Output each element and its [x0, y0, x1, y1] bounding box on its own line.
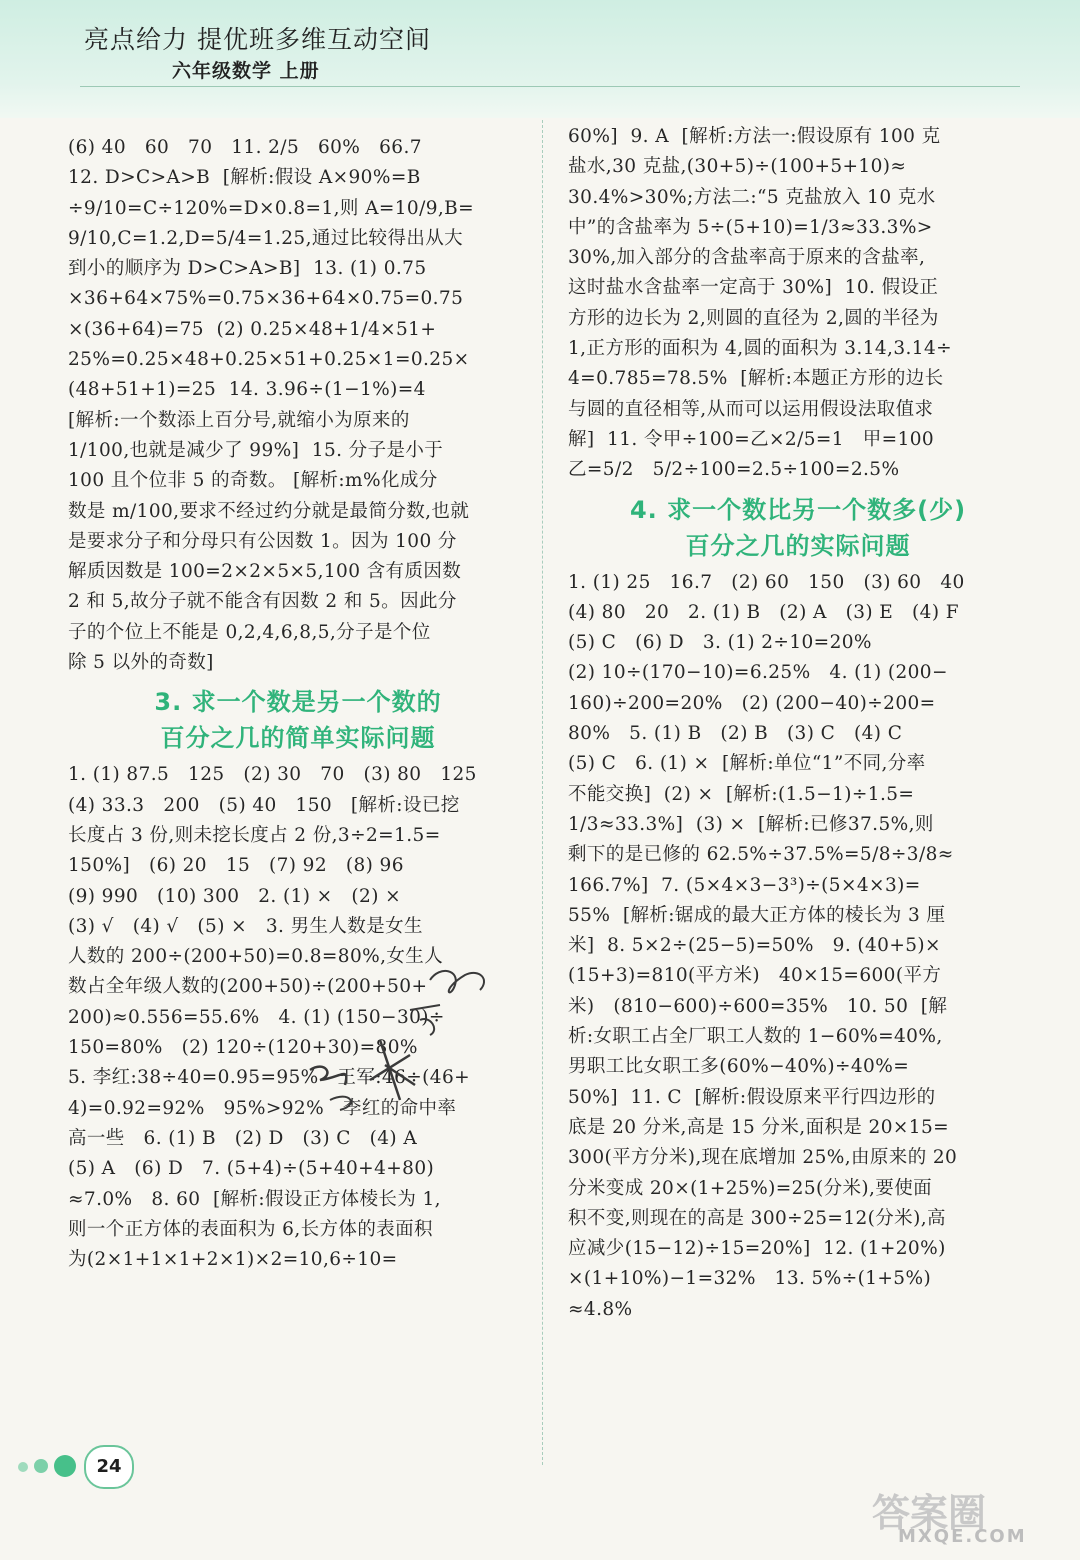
text-line: 25%=0.25×48+0.25×51+0.25×1=0.25×: [68, 349, 470, 371]
text-line: 到小的顺序为 D>C>A>B] 13. (1) 0.75: [68, 258, 427, 280]
text-line: 数是 m/100,要求不经过约分就是最简分数,也就: [68, 500, 470, 522]
text-line: 积不变,则现在的高是 300÷25=12(分米),高: [568, 1207, 946, 1229]
section-4-heading: [568, 492, 1028, 564]
text-line: 1,正方形的面积为 4,圆的面积为 3.14,3.14÷: [568, 338, 953, 360]
text-line: 析:女职工占全厂职工人数的 1−60%=40%,: [568, 1026, 943, 1048]
text-line: 解质因数是 100=2×2×5×5,100 含有质因数: [68, 561, 462, 583]
book-subtitle: 六年级数学 上册: [172, 60, 320, 82]
text-line: (4) 33.3 200 (5) 40 150 [解析:设已挖: [68, 794, 460, 816]
text-line: ×36+64×75%=0.75×36+64×0.75=0.75: [68, 288, 464, 310]
section-4-heading-line-1: 4. 求一个数比另一个数多(少): [629, 495, 967, 524]
text-line: 1. (1) 25 16.7 (2) 60 150 (3) 60 40: [568, 571, 965, 593]
text-line: (9) 990 (10) 300 2. (1) × (2) ×: [68, 885, 401, 907]
answers-block-1: [68, 133, 528, 678]
section-3-heading: [68, 684, 528, 756]
text-line: 100 且个位非 5 的奇数。 [解析:m%化成分: [68, 470, 438, 492]
text-line: (3) √ (4) √ (5) × 3. 男生人数是女生: [68, 915, 423, 937]
text-line: 分米变成 20×(1+25%)=25(分米),要使面: [568, 1177, 933, 1199]
text-line: 除 5 以外的奇数]: [68, 652, 214, 674]
section-3-heading-line-2: 百分之几的简单实际问题: [160, 724, 436, 753]
text-line: 数占全年级人数的(200+50)÷(200+50+: [68, 976, 428, 998]
text-line: 1. (1) 87.5 125 (2) 30 70 (3) 80 125: [68, 764, 477, 786]
text-line: ×(36+64)=75 (2) 0.25×48+1/4×51+: [68, 318, 437, 340]
text-line: ≈4.8%: [568, 1298, 633, 1320]
section-4-heading-line-2: 百分之几的实际问题: [685, 531, 911, 560]
text-line: 1/100,也就是减少了 99%] 15. 分子是小于: [68, 439, 444, 461]
text-line: 30.4%>30%;方法二:“5 克盐放入 10 克水: [568, 186, 936, 208]
text-line: [解析:一个数添上百分号,就缩小为原来的: [68, 409, 410, 431]
watermark: [862, 1480, 1062, 1550]
text-line: 应减少(15−12)÷15=20%] 12. (1+20%): [568, 1238, 946, 1260]
text-line: 盐水,30 克盐,(30+5)÷(100+5+10)≈: [568, 156, 907, 178]
text-line: 1/3≈33.3%] (3) × [解析:已修37.5%,则: [568, 813, 934, 835]
text-line: 长度占 3 份,则未挖长度占 2 份,3÷2=1.5=: [68, 824, 441, 846]
text-line: 是要求分子和分母只有公因数 1。因为 100 分: [68, 530, 457, 552]
text-line: 60%] 9. A [解析:方法一:假设原有 100 克: [568, 126, 941, 147]
text-line: 高一些 6. (1) B (2) D (3) C (4) A: [68, 1127, 418, 1149]
text-line: 米] 8. 5×2÷(25−5)=50% 9. (40+5)×: [568, 935, 941, 957]
text-line: (4) 80 20 2. (1) B (2) A (3) E (4) F: [568, 601, 959, 623]
column-divider: [542, 120, 543, 1465]
text-line: ≈7.0% 8. 60 [解析:假设正方体棱长为 1,: [68, 1188, 441, 1210]
text-line: 米) (810−600)÷600=35% 10. 50 [解: [568, 995, 948, 1017]
text-line: 4)=0.92=92% 95%>92% 李红的命中率: [68, 1097, 457, 1119]
text-line: 50%] 11. C [解析:假设原来平行四边形的: [568, 1086, 936, 1108]
text-line: 150=80% (2) 120÷(120+30)=80%: [68, 1037, 418, 1059]
text-line: 则一个正方体的表面积为 6,长方体的表面积: [68, 1218, 433, 1240]
text-line: 乙=5/2 5/2÷100=2.5÷100=2.5%: [568, 459, 900, 481]
watermark-logo: 答案圈: [872, 1491, 987, 1535]
text-line: 不能交换] (2) × [解析:(1.5−1)÷1.5=: [568, 783, 915, 805]
book-title: 亮点给力 提优班多维互动空间: [84, 25, 431, 54]
text-line: 200)≈0.556=55.6% 4. (1) (150−30)÷: [68, 1006, 445, 1028]
text-line: 12. D>C>A>B [解析:假设 A×90%=B: [68, 167, 421, 189]
text-line: 150%] (6) 20 15 (7) 92 (8) 96: [68, 855, 404, 877]
answers-block-3: [568, 122, 1028, 486]
text-line: 55% [解析:锯成的最大正方体的棱长为 3 厘: [568, 904, 946, 926]
text-line: 166.7%] 7. (5×4×3−3³)÷(5×4×3)=: [568, 874, 921, 896]
section-3-heading-line-1: 3. 求一个数是另一个数的: [154, 688, 442, 717]
text-line: (6) 40 60 70 11. 2/5 60% 66.7: [68, 137, 422, 158]
text-line: 剩下的是已修的 62.5%÷37.5%=5/8÷3/8≈: [568, 844, 954, 866]
text-line: 方形的边长为 2,则圆的直径为 2,圆的半径为: [568, 307, 939, 329]
text-line: 人数的 200÷(200+50)=0.8=80%,女生人: [68, 946, 444, 968]
text-line: 这时盐水含盐率一定高于 30%] 10. 假设正: [568, 277, 939, 299]
text-line: 4=0.785=78.5% [解析:本题正方形的边长: [568, 368, 944, 390]
text-line: (5) A (6) D 7. (5+4)÷(5+40+4+80): [68, 1158, 435, 1180]
watermark-url: MXQE.COM: [898, 1526, 1027, 1547]
text-line: 5. 李红:38÷40=0.95=95% 王军:46÷(46+: [68, 1067, 471, 1089]
text-line: 300(平方分米),现在底增加 25%,由原来的 20: [568, 1147, 958, 1169]
text-line: 解] 11. 令甲÷100=乙×2/5=1 甲=100: [568, 428, 935, 450]
text-line: 底是 20 分米,高是 15 分米,面积是 20×15=: [568, 1116, 950, 1138]
right-column: [568, 122, 1028, 1325]
text-line: 子的个位上不能是 0,2,4,6,8,5,分子是个位: [68, 621, 431, 643]
dot-icon: [54, 1455, 76, 1477]
text-line: 30%,加入部分的含盐率高于原来的含盐率,: [568, 247, 926, 269]
text-line: (15+3)=810(平方米) 40×15=600(平方: [568, 965, 942, 987]
text-line: 80% 5. (1) B (2) B (3) C (4) C: [568, 723, 903, 745]
page-number: 24: [84, 1445, 134, 1489]
text-line: (5) C 6. (1) × [解析:单位“1”不同,分率: [568, 753, 926, 775]
text-line: (2) 10÷(170−10)=6.25% 4. (1) (200−: [568, 662, 948, 684]
header-rule: [80, 86, 1020, 87]
text-line: (48+51+1)=25 14. 3.96÷(1−1%)=4: [68, 379, 426, 401]
dot-icon: [34, 1459, 48, 1473]
text-line: 9/10,C=1.2,D=5/4=1.25,通过比较得出从大: [68, 227, 464, 249]
text-line: 160)÷200=20% (2) (200−40)÷200=: [568, 692, 936, 714]
text-line: 男职工比女职工多(60%−40%)÷40%=: [568, 1056, 910, 1078]
dot-icon: [18, 1462, 28, 1472]
text-line: ÷9/10=C÷120%=D×0.8=1,则 A=10/9,B=: [68, 197, 475, 219]
text-line: 2 和 5,故分子就不能含有因数 2 和 5。因此分: [68, 591, 457, 613]
text-line: 与圆的直径相等,从而可以运用假设法取值求: [568, 398, 934, 420]
text-line: 为(2×1+1×1+2×1)×2=10,6÷10=: [68, 1249, 398, 1271]
handwriting-scribble: [290, 960, 530, 1120]
text-line: 中”的含盐率为 5÷(5+10)=1/3≈33.3%>: [568, 216, 933, 238]
page-header: [0, 0, 1080, 118]
text-line: (5) C (6) D 3. (1) 2÷10=20%: [568, 632, 872, 654]
answers-block-4: [568, 568, 1028, 1325]
text-line: ×(1+10%)−1=32% 13. 5%÷(1+5%): [568, 1268, 932, 1290]
